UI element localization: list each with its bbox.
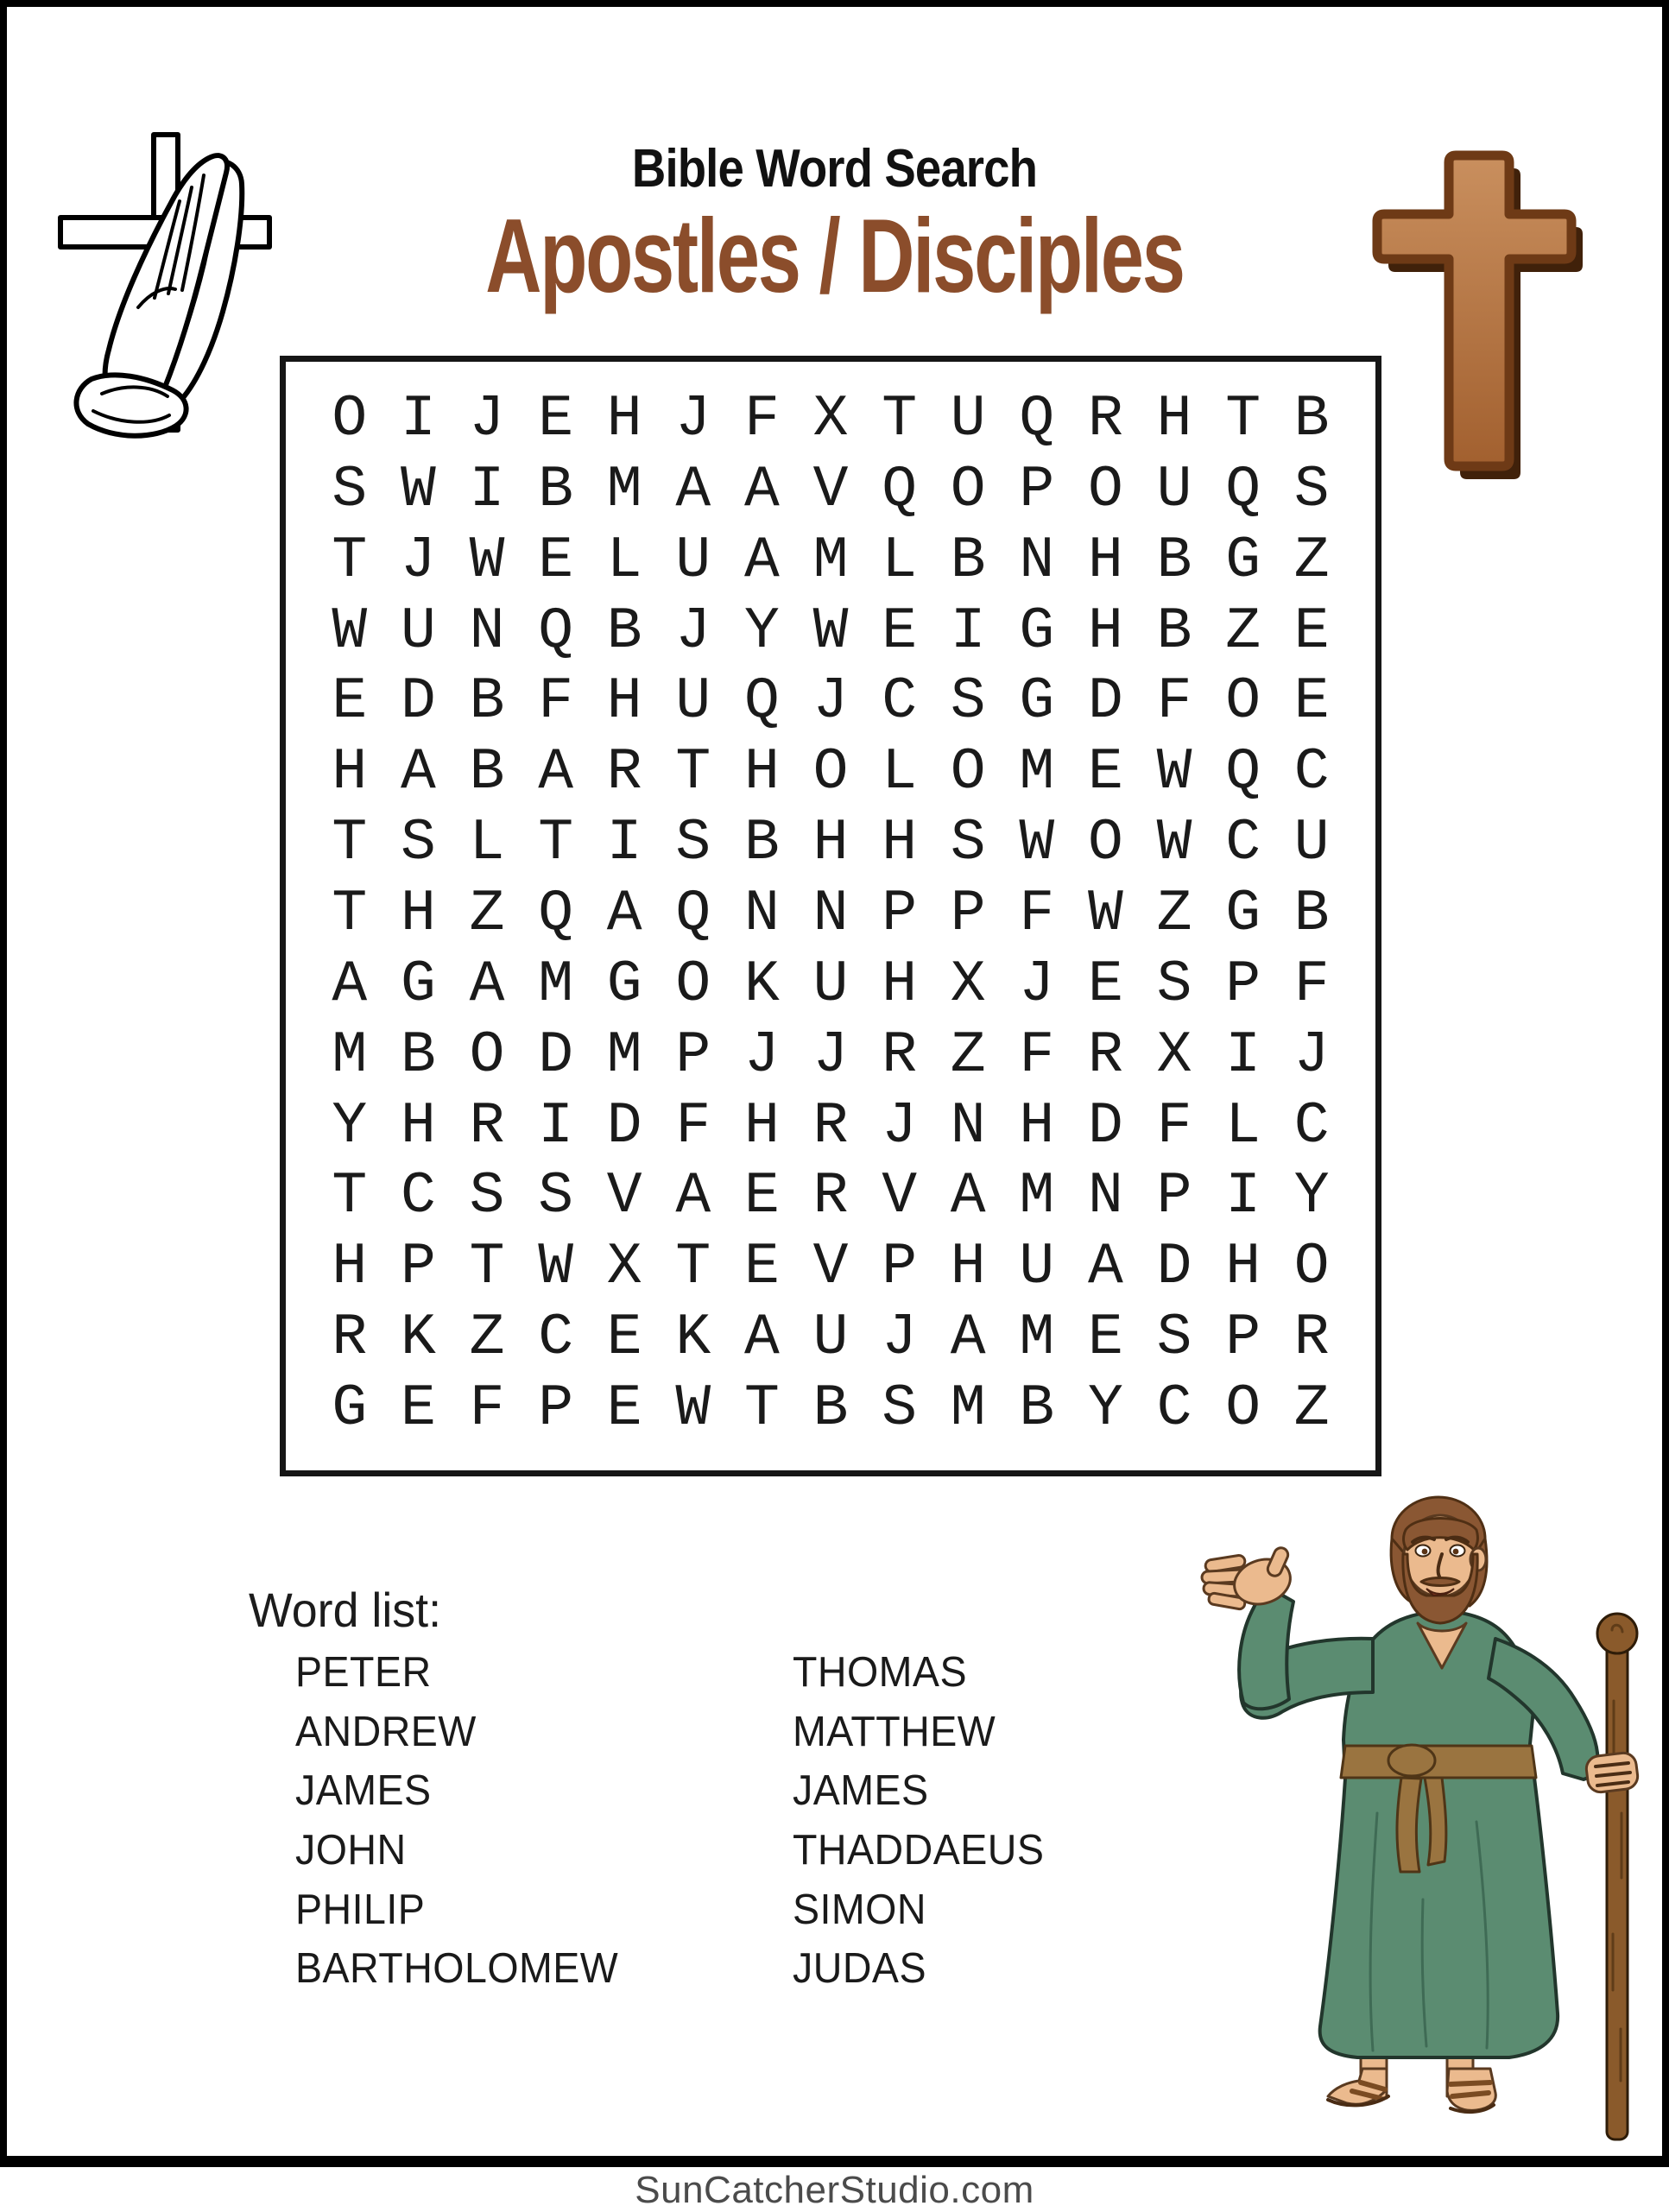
grid-cell: H bbox=[400, 880, 436, 947]
grid-cell: O bbox=[1087, 810, 1123, 877]
grid-cell: P bbox=[1225, 1305, 1261, 1372]
grid-cell: T bbox=[675, 1234, 711, 1301]
grid-cell: P bbox=[1019, 456, 1055, 523]
grid-cell: Q bbox=[538, 880, 573, 947]
grid-cell: H bbox=[606, 668, 642, 736]
grid-cell: O bbox=[812, 739, 849, 806]
grid-cell: W bbox=[675, 1375, 711, 1443]
grid-cell: P bbox=[1156, 1163, 1192, 1230]
grid-cell: K bbox=[400, 1305, 436, 1372]
grid-cell: Q bbox=[882, 456, 917, 523]
grid-cell: E bbox=[1087, 1305, 1123, 1372]
grid-cell: C bbox=[1293, 739, 1330, 806]
grid-cell: X bbox=[950, 951, 986, 1018]
grid-cell: T bbox=[332, 880, 368, 947]
grid-cell: H bbox=[743, 1092, 780, 1160]
grid-cell: G bbox=[332, 1375, 368, 1443]
grid-cell: P bbox=[675, 1021, 711, 1089]
grid-cell: Q bbox=[743, 668, 780, 736]
grid-cell: E bbox=[1087, 951, 1123, 1018]
grid-cell: S bbox=[332, 456, 368, 523]
word-item: JAMES bbox=[793, 1767, 929, 1815]
word-list-label: Word list: bbox=[249, 1583, 442, 1637]
grid-cell: I bbox=[538, 1092, 573, 1160]
grid-cell: U bbox=[675, 527, 711, 594]
grid-cell: V bbox=[882, 1163, 917, 1230]
grid-cell: O bbox=[950, 739, 986, 806]
grid-cell: C bbox=[1156, 1375, 1192, 1443]
grid-cell: J bbox=[1019, 951, 1055, 1018]
grid-cell: D bbox=[538, 1021, 573, 1089]
grid-cell: Z bbox=[469, 1305, 505, 1372]
grid-cell: H bbox=[812, 810, 849, 877]
grid-cell: F bbox=[538, 668, 573, 736]
grid-cell: A bbox=[950, 1305, 986, 1372]
grid-cell: T bbox=[1225, 385, 1261, 452]
grid-cell: Z bbox=[1293, 1375, 1330, 1443]
grid-cell: C bbox=[1225, 810, 1261, 877]
grid-cell: C bbox=[400, 1163, 436, 1230]
grid-cell: R bbox=[469, 1092, 505, 1160]
grid-cell: W bbox=[400, 456, 436, 523]
grid-cell: Z bbox=[1225, 597, 1261, 665]
grid-cell: J bbox=[400, 527, 436, 594]
word-item: THOMAS bbox=[793, 1649, 967, 1697]
grid-cell: G bbox=[400, 951, 436, 1018]
grid-cell: A bbox=[675, 1163, 711, 1230]
grid-cell: D bbox=[1087, 1092, 1123, 1160]
head bbox=[1391, 1497, 1487, 1623]
grid-cell: N bbox=[1087, 1163, 1123, 1230]
grid-cell: P bbox=[538, 1375, 573, 1443]
grid-cell: B bbox=[743, 810, 780, 877]
word-item: JUDAS bbox=[793, 1945, 926, 1993]
grid-cell: G bbox=[1225, 527, 1261, 594]
grid-cell: B bbox=[1156, 597, 1192, 665]
grid-cell: R bbox=[1087, 385, 1123, 452]
grid-cell: I bbox=[606, 810, 642, 877]
grid-cell: D bbox=[606, 1092, 642, 1160]
grid-cell: D bbox=[400, 668, 436, 736]
grid-cell: Y bbox=[743, 597, 780, 665]
grid-cell: O bbox=[469, 1021, 505, 1089]
site-credit: SunCatcherStudio.com bbox=[635, 2169, 1034, 2211]
grid-cell: O bbox=[332, 385, 368, 452]
grid-cell: O bbox=[675, 951, 711, 1018]
grid-cell: B bbox=[812, 1375, 849, 1443]
grid-cell: G bbox=[1225, 880, 1261, 947]
grid-cell: T bbox=[882, 385, 917, 452]
grid-cell: F bbox=[675, 1092, 711, 1160]
grid-cell: W bbox=[812, 597, 849, 665]
grid-cell: J bbox=[882, 1305, 917, 1372]
grid-cell: J bbox=[1293, 1021, 1330, 1089]
grid-cell: C bbox=[1293, 1092, 1330, 1160]
grid-cell: R bbox=[882, 1021, 917, 1089]
grid-cell: M bbox=[950, 1375, 986, 1443]
grid-cell: J bbox=[675, 597, 711, 665]
grid-cell: L bbox=[882, 739, 917, 806]
grid-cell: L bbox=[469, 810, 505, 877]
grid-cell: I bbox=[1225, 1163, 1261, 1230]
grid-cell: R bbox=[606, 739, 642, 806]
grid-cell: E bbox=[332, 668, 368, 736]
grid-cell: S bbox=[675, 810, 711, 877]
grid-cell: H bbox=[400, 1092, 436, 1160]
grid-cell: E bbox=[1087, 739, 1123, 806]
grid-cell: Q bbox=[1225, 739, 1261, 806]
grid-cell: L bbox=[882, 527, 917, 594]
grid-cell: M bbox=[1019, 739, 1055, 806]
grid-cell: Q bbox=[1225, 456, 1261, 523]
grid-cell: B bbox=[469, 668, 505, 736]
grid-cell: F bbox=[1293, 951, 1330, 1018]
grid-cell: M bbox=[332, 1021, 368, 1089]
grid-cell: Q bbox=[1019, 385, 1055, 452]
grid-cell: A bbox=[950, 1163, 986, 1230]
word-search-grid bbox=[280, 356, 1381, 1476]
grid-cell: S bbox=[950, 810, 986, 877]
grid-cell: B bbox=[1019, 1375, 1055, 1443]
grid-cell: U bbox=[812, 951, 849, 1018]
grid-cell: O bbox=[1293, 1234, 1330, 1301]
grid-cell: Y bbox=[1293, 1163, 1330, 1230]
grid-cell: H bbox=[332, 1234, 368, 1301]
grid-cell: J bbox=[469, 385, 505, 452]
grid-cell: N bbox=[950, 1092, 986, 1160]
grid-cell: B bbox=[1293, 385, 1330, 452]
page-title: Apostles / Disciples bbox=[485, 197, 1184, 314]
grid-cell: D bbox=[1087, 668, 1123, 736]
grid-cell: H bbox=[1019, 1092, 1055, 1160]
grid-cell: J bbox=[812, 668, 849, 736]
grid-cell: E bbox=[606, 1305, 642, 1372]
page-kicker: Bible Word Search bbox=[631, 139, 1038, 199]
grid-cell: T bbox=[332, 810, 368, 877]
grid-cell: C bbox=[882, 668, 917, 736]
grid-cell: E bbox=[743, 1163, 780, 1230]
grid-cell: W bbox=[469, 527, 505, 594]
grid-cell: N bbox=[812, 880, 849, 947]
grid-cell: D bbox=[1156, 1234, 1192, 1301]
grid-cell: C bbox=[538, 1305, 573, 1372]
grid-cell: H bbox=[1156, 385, 1192, 452]
grid-cell: S bbox=[1156, 951, 1192, 1018]
grid-cell: F bbox=[1019, 1021, 1055, 1089]
grid-cell: I bbox=[400, 385, 436, 452]
grid-cell: P bbox=[882, 880, 917, 947]
grid-cell: T bbox=[469, 1234, 505, 1301]
grid-cell: X bbox=[1156, 1021, 1192, 1089]
grid-cell: P bbox=[950, 880, 986, 947]
grid-cell: W bbox=[538, 1234, 573, 1301]
grid-cell: R bbox=[812, 1092, 849, 1160]
grid-cell: G bbox=[606, 951, 642, 1018]
grid-cell: T bbox=[538, 810, 573, 877]
grid-cell: N bbox=[469, 597, 505, 665]
word-item: ANDREW bbox=[295, 1708, 477, 1755]
grid-cell: W bbox=[332, 597, 368, 665]
grid-cell: U bbox=[812, 1305, 849, 1372]
grid-cell: B bbox=[606, 597, 642, 665]
grid-cell: B bbox=[538, 456, 573, 523]
grid-cell: B bbox=[1156, 527, 1192, 594]
grid-cell: Y bbox=[332, 1092, 368, 1160]
grid-cell: R bbox=[1293, 1305, 1330, 1372]
grip-hand bbox=[1585, 1752, 1640, 1794]
grid-cell: S bbox=[1156, 1305, 1192, 1372]
grid-cell: O bbox=[1225, 1375, 1261, 1443]
grid-cell: E bbox=[882, 597, 917, 665]
grid-cell: J bbox=[812, 1021, 849, 1089]
grid-cell: H bbox=[743, 739, 780, 806]
grid-cell: X bbox=[812, 385, 849, 452]
grid-cell: F bbox=[1156, 668, 1192, 736]
grid-cell: E bbox=[400, 1375, 436, 1443]
grid-cell: E bbox=[538, 527, 573, 594]
grid-cell: Z bbox=[1293, 527, 1330, 594]
grid-cell: M bbox=[812, 527, 849, 594]
grid-cell: T bbox=[332, 1163, 368, 1230]
word-item: PHILIP bbox=[295, 1886, 426, 1933]
grid-cell: W bbox=[1019, 810, 1055, 877]
grid-cell: M bbox=[1019, 1305, 1055, 1372]
grid-cell: E bbox=[743, 1234, 780, 1301]
grid-cell: M bbox=[606, 456, 642, 523]
grid-cell: K bbox=[743, 951, 780, 1018]
grid-cell: S bbox=[950, 668, 986, 736]
grid-cell: M bbox=[538, 951, 573, 1018]
grid-cell: S bbox=[538, 1163, 573, 1230]
grid-cell: J bbox=[675, 385, 711, 452]
grid-cell: H bbox=[1087, 527, 1123, 594]
word-item: SIMON bbox=[793, 1886, 926, 1933]
grid-cell: Z bbox=[469, 880, 505, 947]
grid-cell: E bbox=[538, 385, 573, 452]
grid-cell: E bbox=[1293, 668, 1330, 736]
grid-cell: F bbox=[469, 1375, 505, 1443]
grid-cell: F bbox=[1019, 880, 1055, 947]
grid-cell: U bbox=[400, 597, 436, 665]
grid-cell: P bbox=[882, 1234, 917, 1301]
grid-cell: A bbox=[675, 456, 711, 523]
word-item: JAMES bbox=[295, 1767, 432, 1815]
grid-cell: V bbox=[812, 1234, 849, 1301]
grid-cell: I bbox=[950, 597, 986, 665]
word-item: MATTHEW bbox=[793, 1708, 996, 1755]
word-item: PETER bbox=[295, 1649, 432, 1697]
grid-cell: B bbox=[950, 527, 986, 594]
grid-cell: M bbox=[606, 1021, 642, 1089]
grid-cell: I bbox=[1225, 1021, 1261, 1089]
word-item: BARTHOLOMEW bbox=[295, 1945, 619, 1993]
grid-cell: A bbox=[743, 1305, 780, 1372]
grid-cell: N bbox=[1019, 527, 1055, 594]
grid-cell: F bbox=[1156, 1092, 1192, 1160]
grid-cell: U bbox=[1019, 1234, 1055, 1301]
staff bbox=[1597, 1614, 1637, 2139]
grid-cell: W bbox=[1087, 880, 1123, 947]
grid-cell: N bbox=[743, 880, 780, 947]
grid-cell: A bbox=[1087, 1234, 1123, 1301]
grid-cell: A bbox=[469, 951, 505, 1018]
word-list-column-2 bbox=[793, 1643, 1044, 1999]
grid-cell: L bbox=[1225, 1092, 1261, 1160]
sandals bbox=[1328, 2069, 1495, 2112]
grid-cell: P bbox=[1225, 951, 1261, 1018]
grid-cell: U bbox=[675, 668, 711, 736]
grid-cell: R bbox=[812, 1163, 849, 1230]
grid-cell: Q bbox=[538, 597, 573, 665]
grid-cell: R bbox=[1087, 1021, 1123, 1089]
grid-cell: T bbox=[743, 1375, 780, 1443]
grid-cell: H bbox=[950, 1234, 986, 1301]
grid-cell: O bbox=[1225, 668, 1261, 736]
grid-cell: T bbox=[332, 527, 368, 594]
grid-cell: W bbox=[1156, 810, 1192, 877]
grid-cell: O bbox=[1087, 456, 1123, 523]
grid-cell: T bbox=[675, 739, 711, 806]
grid-cell: A bbox=[743, 456, 780, 523]
grid-cell: E bbox=[606, 1375, 642, 1443]
grid-cell: L bbox=[606, 527, 642, 594]
grid-cell: H bbox=[332, 739, 368, 806]
grid-cell: U bbox=[1293, 810, 1330, 877]
grid-cell: G bbox=[1019, 668, 1055, 736]
grid-cell: H bbox=[1225, 1234, 1261, 1301]
grid-cell: S bbox=[1293, 456, 1330, 523]
grid-cell: A bbox=[606, 880, 642, 947]
grid-cell: X bbox=[606, 1234, 642, 1301]
grid-cell: Z bbox=[1156, 880, 1192, 947]
grid-cell: A bbox=[400, 739, 436, 806]
grid-cell: J bbox=[743, 1021, 780, 1089]
grid-cell: F bbox=[743, 385, 780, 452]
grid-cell: G bbox=[1019, 597, 1055, 665]
grid-cell: H bbox=[606, 385, 642, 452]
grid-cell: U bbox=[1156, 456, 1192, 523]
grid-cell: U bbox=[950, 385, 986, 452]
grid-cell: H bbox=[882, 810, 917, 877]
grid-cell: H bbox=[1087, 597, 1123, 665]
grid-cell: B bbox=[469, 739, 505, 806]
grid-cell: W bbox=[1156, 739, 1192, 806]
word-item: THADDAEUS bbox=[793, 1827, 1045, 1874]
grid-cell: S bbox=[400, 810, 436, 877]
grid-cell: S bbox=[469, 1163, 505, 1230]
grid-cell: B bbox=[400, 1021, 436, 1089]
grid-cell: V bbox=[606, 1163, 642, 1230]
grid-cell: Z bbox=[950, 1021, 986, 1089]
grid-cell: V bbox=[812, 456, 849, 523]
grid-cell: Q bbox=[675, 880, 711, 947]
grid-cell: A bbox=[332, 951, 368, 1018]
grid-cell: J bbox=[882, 1092, 917, 1160]
grid-cell: I bbox=[469, 456, 505, 523]
grid-cell: O bbox=[950, 456, 986, 523]
grid-cell: P bbox=[400, 1234, 436, 1301]
apostle-illustration bbox=[1192, 1485, 1658, 2152]
grid-cell: Y bbox=[1087, 1375, 1123, 1443]
word-item: JOHN bbox=[295, 1827, 407, 1874]
grid-cell: B bbox=[1293, 880, 1330, 947]
grid-cell: S bbox=[882, 1375, 917, 1443]
grid-cell: M bbox=[1019, 1163, 1055, 1230]
grid-cell: E bbox=[1293, 597, 1330, 665]
grid-cell: H bbox=[882, 951, 917, 1018]
grid-cell: K bbox=[675, 1305, 711, 1372]
grid-cell: R bbox=[332, 1305, 368, 1372]
word-list-column-1 bbox=[295, 1643, 618, 1999]
grid-cell: A bbox=[538, 739, 573, 806]
grid-cell: A bbox=[743, 527, 780, 594]
